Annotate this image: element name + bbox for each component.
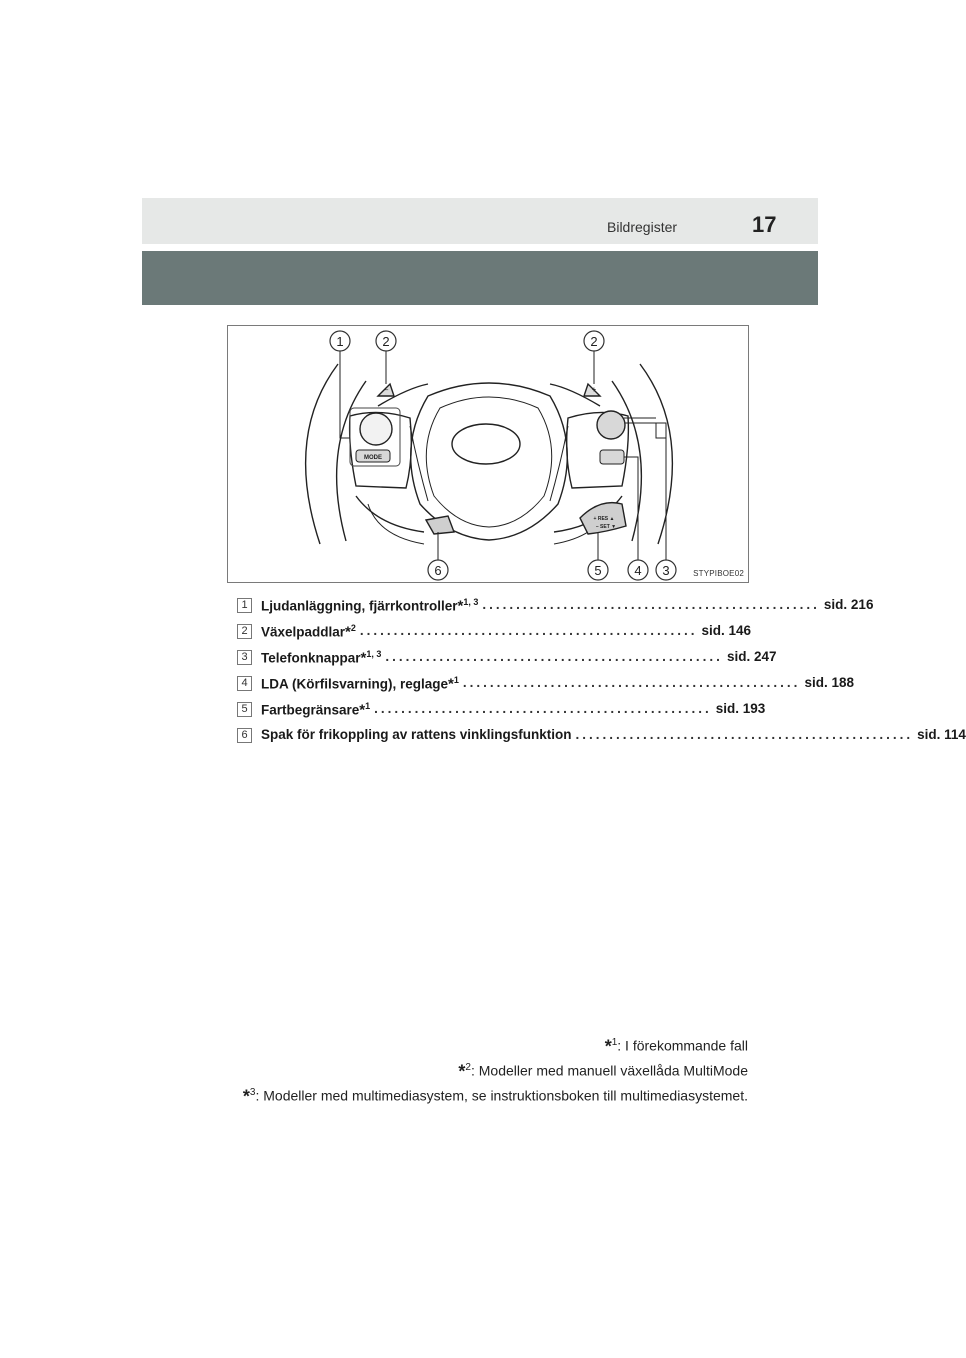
item-label: Växelpaddlar*$^2$: [261, 623, 356, 641]
item-page-ref[interactable]: sid. 114: [917, 727, 966, 742]
footnote: *$^1$: I förekommande fall: [604, 1036, 748, 1057]
list-item: [237, 597, 874, 623]
item-label: Fartbegränsare*$^1$: [261, 701, 371, 719]
item-number: 3: [237, 650, 252, 665]
item-label: Spak för frikoppling av rattens vinklingsfunktion: [261, 727, 572, 742]
steering-wheel-illustration: [228, 326, 750, 584]
list-item: [237, 649, 777, 675]
header-band: [142, 198, 818, 244]
item-number: 2: [237, 624, 252, 639]
callout-2-right-label: 2: [590, 334, 598, 349]
leader-dots: ..................................................: [575, 727, 914, 742]
list-item: [237, 727, 966, 753]
item-page-ref[interactable]: sid. 146: [701, 623, 751, 638]
callout-5-label: 5: [594, 563, 602, 578]
item-label: LDA (Körfilsvarning), reglage*$^1$: [261, 675, 459, 693]
callout-3-label: 3: [662, 563, 670, 578]
callout-4-label: 4: [634, 563, 642, 578]
item-page-ref[interactable]: sid. 247: [726, 649, 777, 664]
figure-code: STYPIBOE02: [693, 569, 744, 578]
leader-dots: ..................................................: [482, 597, 820, 612]
list-item: [237, 701, 766, 727]
leader-dots: ..................................................: [374, 701, 712, 716]
callout-6-label: 6: [434, 563, 442, 578]
item-page-ref[interactable]: sid. 188: [804, 675, 854, 690]
callout-2-left-label: 2: [382, 334, 390, 349]
leader-dots: ..................................................: [462, 675, 801, 690]
item-page-ref[interactable]: sid. 193: [715, 701, 766, 716]
section-bar: [142, 251, 818, 305]
mode-button-label: MODE: [364, 455, 382, 461]
item-number: 5: [237, 702, 252, 717]
item-label: Ljudanläggning, fjärrkontroller*$^{1, 3}$: [261, 597, 479, 615]
item-number: 1: [237, 598, 252, 613]
list-item: [237, 623, 751, 649]
page-number: 17: [752, 212, 777, 237]
header-title: Bildregister: [607, 219, 678, 235]
item-number: 4: [237, 676, 252, 691]
footnote: *$^3$: Modeller med multimediasystem, se instruktionsboken till multimediasystemet.: [242, 1086, 748, 1107]
steering-wheel-figure: [227, 325, 749, 583]
item-list: [237, 597, 966, 753]
leader-dots: ..................................................: [359, 623, 698, 638]
list-item: [237, 675, 854, 701]
item-number: 6: [237, 728, 252, 743]
item-label: Telefonknappar*$^{1, 3}$: [261, 649, 382, 667]
lever-label-set: – SET ▼: [595, 524, 617, 530]
paddle-minus-label: –: [383, 385, 389, 394]
footnotes: [243, 1030, 748, 1105]
lever-label-res: + RES ▲: [593, 516, 615, 522]
leader-dots: ..................................................: [385, 649, 723, 664]
paddle-plus-label: +: [591, 385, 597, 394]
footnote: *$^2$: Modeller med manuell växellåda MultiMode: [458, 1061, 748, 1082]
callout-1-label: 1: [336, 334, 344, 349]
item-page-ref[interactable]: sid. 216: [823, 597, 874, 612]
